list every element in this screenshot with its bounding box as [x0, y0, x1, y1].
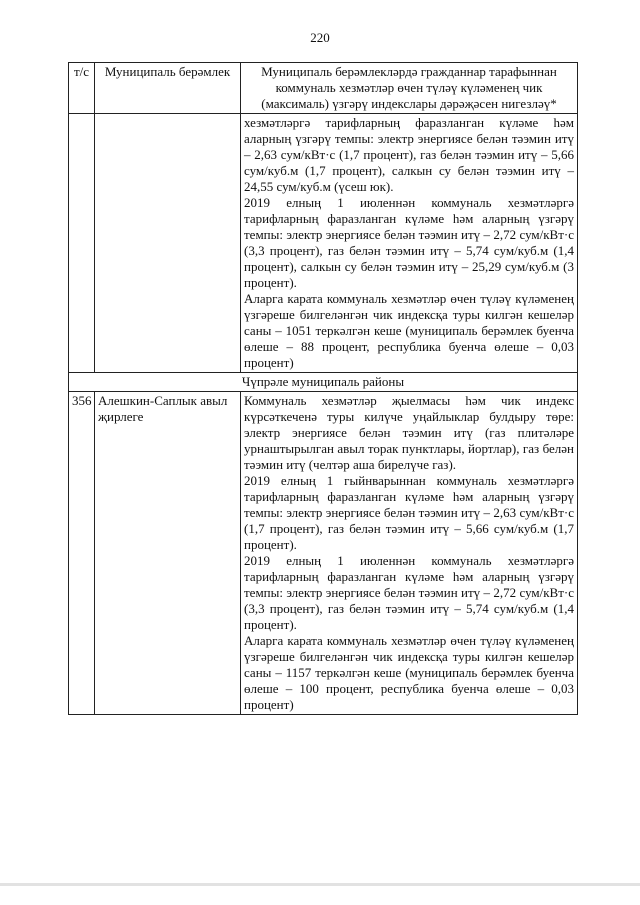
header-index: Муниципаль берәмлекләрдә гражданнар тарафыннан коммуналь хезмәтләр өчен түләү күләменең чик (максималь) үзгәрү индекслары дәрәҗәсен нигезләү*: [241, 63, 578, 114]
continuation-paragraph: Аларга карата коммуналь хезмәтләр өчен түләү күләменең үзгәреше билгеләнгән чик индексқа туры килгән кешеләр саны – 1051 теркәлгән кеше (муниципаль берәмлек буенча өлеше – 88 процент, республика буенча өлеше – 0,03 процент): [244, 291, 574, 370]
table-header-row: [69, 63, 578, 114]
header-num: т/с: [69, 63, 95, 114]
row-municipality: Алешкин-Саплык авыл җирлеге: [95, 392, 241, 715]
row-paragraph: Аларга карата коммуналь хезмәтләр өчен түләү күләменең үзгәреше билгеләнгән чик индексқа туры килгән кешеләр саны – 1157 теркәлгән кеше (муниципаль берәмлек буенча өлеше – 100 процент, республика буенча өлеше – 0,03 процент): [244, 633, 574, 712]
page-number: 220: [310, 30, 330, 45]
continuation-text-cell: [241, 114, 578, 373]
continuation-row: [69, 114, 578, 373]
continuation-num-cell: [69, 114, 95, 373]
tariff-table: [68, 62, 578, 715]
row-text-cell: [241, 392, 578, 715]
continuation-paragraph: 2019 елның 1 июленнән коммуналь хезмәтләргә тарифларның фаразланган күләме һәм аларның үзгәрү темпы: электр энергиясе белән тәэмин итү – 2,72 сум/кВт·с (3,3 процент), газ белән тәэмин итү – 5,74 сум/куб.м (1,4 процент), салкын су белән тәэмин итү – 25,29 сум/куб.м (3 процент).: [244, 195, 574, 290]
section-row: [69, 373, 578, 392]
row-paragraph: 2019 елның 1 гыйнварыннан коммуналь хезмәтләргә тарифларның фаразланган күләме һәм аларның үзгәрү темпы: электр энергиясе белән тәэмин итү – 2,63 сум/кВт·с (1,7 процент), газ белән тәэмин итү – 5,66 сум/куб.м (1,7 процент).: [244, 473, 574, 552]
continuation-municipality-cell: [95, 114, 241, 373]
continuation-paragraph: хезмәтләргә тарифларның фаразланган күләме һәм аларның үзгәрү темпы: электр энергиясе белән тәэмин итү – 2,63 сум/кВт·с (1,7 процент), газ белән тәэмин итү – 5,66 сум/куб.м (1,7 процент), салкын су белән тәэмин итү – 24,55 сум/куб.м (үсеш юк).: [244, 115, 574, 194]
row-paragraph: Коммуналь хезмәтләр җыелмасы һәм чик индекс күрсәткеченә туры килүче уңайлыклар булдыру төре: электр энергиясе белән тәэмин итү (газ плитәләре урнаштырылган авыл торак пунктлары, йортлар), газ белән тәэмин итү (челтәр аша бирелүче газ).: [244, 393, 574, 472]
row-paragraph: 2019 елның 1 июленнән коммуналь хезмәтләргә тарифларның фаразланган күләме һәм аларның үзгәрү темпы: электр энергиясе белән тәэмин итү – 2,72 сум/кВт·с (3,3 процент), газ белән тәэмин итү – 5,74 сум/куб.м (1,4 процент).: [244, 553, 574, 632]
scan-edge-mark: [0, 883, 640, 886]
header-municipality: Муниципаль берәмлек: [95, 63, 241, 114]
row-num: 356: [69, 392, 95, 715]
table-row: [69, 392, 578, 715]
section-title: Чүпрәле муниципаль районы: [69, 373, 578, 392]
